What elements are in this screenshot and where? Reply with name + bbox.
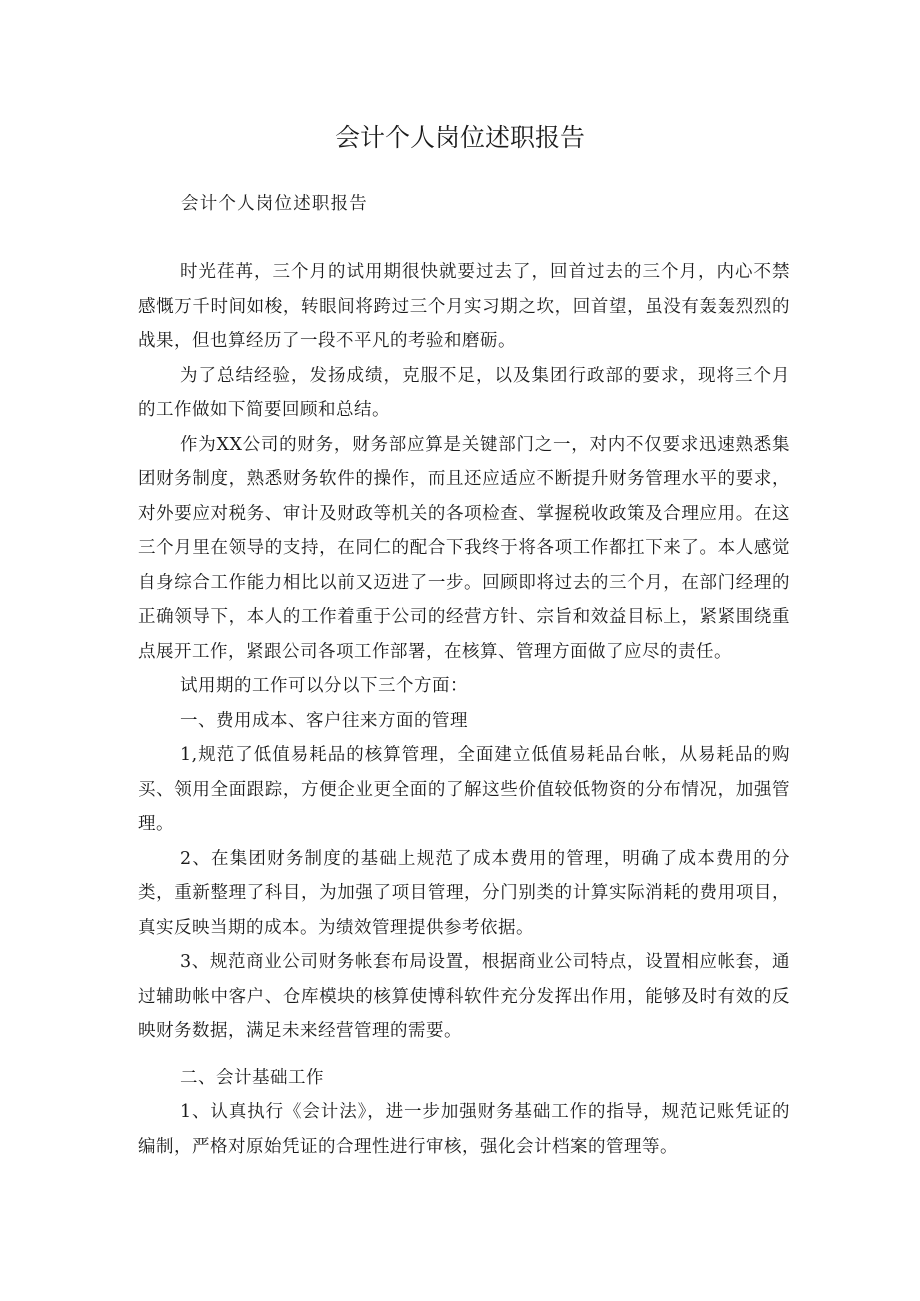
paragraph-overview: 试用期的工作可以分以下三个方面： [180,676,468,696]
document-subtitle: 会计个人岗位述职报告 [181,194,368,214]
document-body [138,255,790,1164]
paragraph-role: 作为XX公司的财务，财务部应算是关键部门之一，对内不仅要求迅速熟悉集团财务制度，熟悉财务软件的操作，而且还应适应不断提升财务管理水平的要求，对外要应对税务、审计及财政等机关的各项检查、掌握税收政策及合理应用。在这三个月里在领导的支持，在同仁的配合下我终于将各项工作都扛下来了。本人感觉自身综合工作能力相比以前又迈进了一步。回顾即将过去的三个月，在部门经理的正确领导下，本人的工作着重于公司的经营方针、宗旨和效益目标上，紧紧围绕重点展开工作，紧跟公司各项工作部署，在核算、管理方面做了应尽的责任。 [138,434,790,662]
list-item-cost-1: 1,规范了低值易耗品的核算管理，全面建立低值易耗品台帐，从易耗品的购买、领用全面跟踪，方便企业更全面的了解这些价值较低物资的分布情况，加强管理。 [138,745,790,834]
document-title: 会计个人岗位述职报告 [334,123,585,152]
paragraph-purpose: 为了总结经验，发扬成绩，克服不足，以及集团行政部的要求，现将三个月的工作做如下简要回顾和总结。 [138,365,790,420]
section-heading-cost: 一、费用成本、客户往来方面的管理 [180,710,468,731]
section-heading-basic: 二、会计基础工作 [180,1067,324,1088]
paragraph-intro: 时光荏苒，三个月的试用期很快就要过去了，回首过去的三个月，内心不禁感慨万千时间如梭，转眼间将跨过三个月实习期之坎，回首望，虽没有轰轰烈烈的战果，但也算经历了一段不平凡的考验和磨砺。 [138,262,790,351]
list-item-cost-3: 3、规范商业公司财务帐套布局设置，根据商业公司特点，设置相应帐套，通过辅助帐中客户、仓库模块的核算使博科软件充分发挥出作用，能够及时有效的反映财务数据，满足未来经营管理的需要。 [138,952,790,1041]
list-item-basic-1: 1、认真执行《会计法》，进一步加强财务基础工作的指导，规范记账凭证的编制，严格对原始凭证的合理性进行审核，强化会计档案的管理等。 [138,1102,790,1157]
list-item-cost-2: 2、在集团财务制度的基础上规范了成本费用的管理，明确了成本费用的分类，重新整理了科目，为加强了项目管理，分门别类的计算实际消耗的费用项目，真实反映当期的成本。为绩效管理提供参考依据。 [138,848,790,938]
